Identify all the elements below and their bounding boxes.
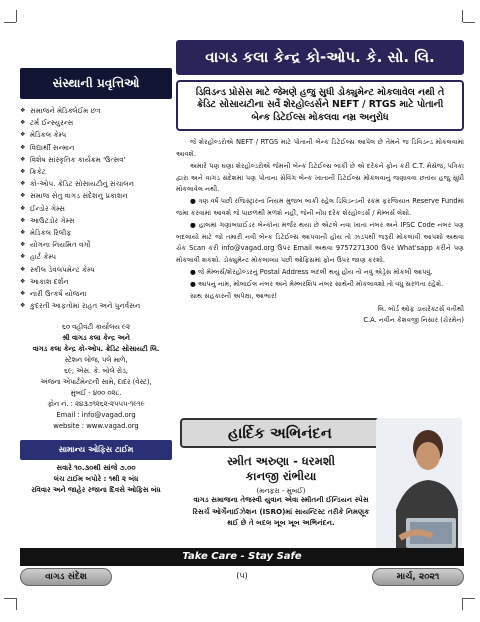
office-line: Email : info@vagad.org (56, 411, 136, 420)
bullet-icon: ❖ (20, 155, 26, 163)
bullet-icon: ❖ (20, 168, 26, 176)
notice-paragraph: જે શેરહોલ્ડરોએ NEFT / RTGS માટે પોતાની બેન્ક ડિટેઈલ્સ આપેલ છે તેમને જ ડિવિડન્ડ મોકલવામાં આવશે. (176, 138, 464, 159)
activity-item (20, 251, 172, 263)
page (20, 40, 464, 580)
activity-label: કો-ઓપ. ક્રેડિટ સોસાયટીનું સંચાલન (30, 179, 135, 189)
bullet-icon: ❖ (20, 265, 26, 273)
activity-item (20, 227, 172, 239)
activity-item (20, 178, 172, 190)
person-photo (376, 418, 462, 566)
activity-label: આઉટડોર ગેમ્સ (30, 215, 75, 225)
notice-body (176, 137, 464, 302)
bullet-icon: ❖ (20, 119, 26, 127)
crop-mark (463, 598, 475, 599)
crop-mark (16, 598, 17, 610)
office-line: શ્રી વાગડ કલા કેન્દ્ર અને (62, 334, 130, 343)
activity-item (20, 117, 172, 129)
activity-label: આકાશ દર્શન (30, 276, 69, 286)
bullet-icon: ❖ (20, 253, 26, 261)
society-title: વાગડ કલા કેન્દ્ર કો-ઓપ. કે. સો. લિ. (176, 40, 464, 75)
person-name (188, 454, 374, 499)
bullet-icon: ❖ (20, 107, 26, 114)
activity-label: મેડિકલ કેમ્પ (30, 130, 67, 140)
activity-item (20, 288, 172, 300)
bullet-icon: ❖ (20, 241, 26, 249)
notice-paragraph: ● ત્રણ વર્ષ પછી રજિસ્ટ્રારના નિયમ મુજબ બાકી રહેલ ડિવિડન્ડની રકમ ફરજિયાત Reserve Fundમાં જમા કરવામાં આવશે જે પાછળથી મળશે નહીં, જેની નોંધ દરેક શેરહોલ્ડર્સ / મેમ્બર્સ લેશો. (176, 197, 464, 217)
footer-publication: વાગડ સંદેશ (20, 568, 112, 586)
office-line: website : www.vagad.org (53, 422, 139, 431)
person-name-line1: સ્મીત અરુણા - ધરમશી (226, 454, 336, 468)
crop-mark (4, 22, 16, 23)
activity-item (20, 300, 172, 312)
notice-paragraph: અમારે પણ ઘણા શેરહોલ્ડરોએ જેમની બેન્ક ડિટેઈલ્સ બાકી છે એ દરેકને ફોન કરી C.T. મેસેજ, પત્રિકા દ્વારા અને વાગડ સંદેશમાં પણ પોતાના સેવિંગ બેન્ક ખાતાની ડિટેઈલ્સ મોકલવાનું જણાવવા છતાંય હજુ સુધી મોકલાવેલ નથી. (176, 161, 464, 194)
crop-mark (462, 10, 463, 22)
activity-item (20, 154, 172, 166)
activity-item (20, 105, 172, 117)
activity-item (20, 129, 172, 141)
timing-line: લંચ ટાઈમ બપોરે : ૧થી ૨ બંધ (53, 475, 139, 484)
activity-item (20, 264, 172, 276)
bullet-icon: ❖ (20, 143, 26, 151)
crop-mark (4, 598, 16, 599)
activity-label: મેડિકલ રિલીફ (30, 228, 72, 238)
activity-label: વિશેષ સાંસ્કૃતિક કાર્યક્રમ 'ઉત્સવ' (30, 154, 126, 164)
activity-label: વિદ્યાર્થી સન્માન (30, 142, 75, 152)
office-line: સ્ટેશન લોજ, ૫લે માળે, (64, 356, 128, 365)
bullet-icon: ❖ (20, 302, 26, 310)
person-name-line2: કાનજી રાંભીયા (245, 469, 317, 483)
office-timing (20, 463, 172, 496)
activity-item (20, 166, 172, 178)
office-line: મુંબઈ - ૪૦૦ ૦૨૮. (70, 389, 122, 398)
office-line: ૬૯, એસ. કે. બોલે રોડ, (64, 367, 128, 376)
office-line: અંજના એપાર્ટમેન્ટની સામે, દાદર (વેસ્ટ), (40, 378, 152, 387)
bullet-icon: ❖ (20, 290, 26, 298)
notice-paragraph: ● જે મેમ્બર્સ/શેરહોલ્ડરનું Postal Address બદલી થયું હોય તો નવું એડ્રેસ મોકલી આપવું. (190, 267, 433, 276)
congratulations-title: હાર્દિક અભિનંદન (180, 418, 380, 448)
signoff-line: C.A. નવીન કેશવજી નિસાર (ચેરમેન) (363, 316, 464, 325)
tagline-bar: Take Care - Stay Safe (20, 548, 464, 566)
notice-paragraph: ● હાલમાં ગણાબધાઈડર બેન્કોના મર્જર થયા છે એટલે નવા ખાતા નંબર અને IFSC Code નંબર પણ બદલાયો માટે જો તમારી નવી બેન્ક ડિટેઈલ્સ આપવાની હોય તો ઝડપથી જરૂરી મોકલાવી આપશો અથવા ચેક Scan કરી info@vagad.org ઉપર Email અથવા 9757271300 ઉપર What'sapp કરીને પણ મોકલાવી શકશો. ડોક્યુમેન્ટ મોકલાવ્યા પછી ઓફિસમાં ફોન ઉપર જાણ કરશો. (176, 220, 464, 265)
congratulations-box (176, 414, 464, 566)
activity-item (20, 203, 172, 215)
activity-label: કુદરતી આફતોમાં રાહત અને પુનર્વસન (30, 301, 141, 311)
footer (20, 568, 464, 584)
office-timing-heading: સામાન્ય ઓફિસ ટાઈમ (20, 440, 172, 460)
activity-label: યોગના નિયમિત વર્ગો (30, 240, 91, 250)
bullet-icon: ❖ (20, 204, 26, 212)
notice-box: ડિવિડન્ડ પ્રોસેસ માટે જેમણે હજુ સુધી ડોક્યુમેન્ટ મોકલાવેલ નથી તે ક્રેડિટ સોસાયટીના સર્વે શેરહોલ્ડર્સને NEFT / RTGS માટે પોતાની બેન્ક ડિટેઈલ્સ મોકલવા નમ્ર અનુરોધ (176, 80, 464, 131)
crop-mark (16, 10, 17, 22)
activity-item (20, 142, 172, 154)
activities-list (20, 105, 172, 312)
person-photo-illustration (376, 418, 462, 566)
left-column (20, 68, 172, 496)
activity-label: નારી ઉત્કર્ષ યોજના (30, 289, 87, 299)
activity-label: ટર્મ ઈન્સ્યુરન્સ (30, 118, 74, 128)
office-address (20, 322, 172, 432)
notice-paragraph: સાથ સહકારની અપેક્ષા, આભાર! (190, 291, 278, 300)
footer-page-number: (૫) (236, 571, 248, 580)
bullet-icon: ❖ (20, 192, 26, 200)
signoff-line: લિ. બોર્ડ ઓફ ડાયરેક્ટર્સ વતીથી (377, 305, 464, 314)
timing-line: રવિવાર અને જાહેર રજાના દિવસે ઓફિસ બંધ (31, 486, 161, 495)
activity-label: સ્કીલ ડેવલપમેન્ટ કેમ્પ (30, 264, 95, 274)
office-line: ૬૦ વહીવટી કાર્યાલય ૯૨ (62, 323, 130, 332)
activities-heading: સંસ્થાની પ્રવૃત્તિઓ (20, 68, 172, 99)
notice-paragraph: ● આપનું નામ, મોબાઈલ નંબર અને મેમ્બરશિપ નંબર સાથેની મોકલાવશો તો વધુ સરળતા રહેશે. (190, 279, 444, 288)
bullet-icon: ❖ (20, 131, 26, 139)
timing-line: સવારે ૧૦.૩૦થી સાંજે ૭.૦૦ (56, 464, 136, 473)
activity-item (20, 190, 172, 202)
person-place: (મનફરા - મુંબઈ) (256, 487, 306, 495)
right-column (176, 40, 464, 527)
footer-date: માર્ચ, ૨૦૨૧ (372, 568, 464, 586)
activity-item (20, 276, 172, 288)
bullet-icon: ❖ (20, 180, 26, 188)
crop-mark (462, 598, 463, 610)
activity-item (20, 239, 172, 251)
bullet-icon: ❖ (20, 229, 26, 237)
activity-label: ઈન્ડોર ગેમ્સ (30, 203, 66, 213)
congratulations-text: વાગડ સમાજના તેજસ્વી યુવાન એવા સ્મીતની ઈન્ડિયન સ્પેસ રિસર્ચ ઓર્ગેનાઈઝેશન (ISRO)માં સાયન્ટિસ્ટ તરીકે નિમણૂક થઈ છે તે બદલ ખૂબ ખૂબ અભિનંદન. (192, 495, 370, 527)
activity-item (20, 215, 172, 227)
bullet-icon: ❖ (20, 277, 26, 285)
bullet-icon: ❖ (20, 216, 26, 224)
office-line: ફોન નં. : ૨૪૩૭૧૨૬૨-૨૫૫૫-૧૯૧૯ (47, 400, 145, 409)
activity-label: સમાજને મેડિક્લેઈમ છત્ર (30, 106, 101, 115)
activity-label: સમાજ સેતુ વાગડ સંદેશનું પ્રકાશન (30, 191, 128, 201)
activity-label: ક્રિકેટ (30, 167, 46, 177)
crop-mark (463, 22, 475, 23)
office-line: વાગડ કલા કેન્દ્ર કો-ઓપ. ક્રેડિટ સોસાયટી લિ. (32, 345, 160, 354)
signoff (176, 304, 464, 326)
activity-label: હાર્ટ કેમ્પ (30, 252, 57, 262)
